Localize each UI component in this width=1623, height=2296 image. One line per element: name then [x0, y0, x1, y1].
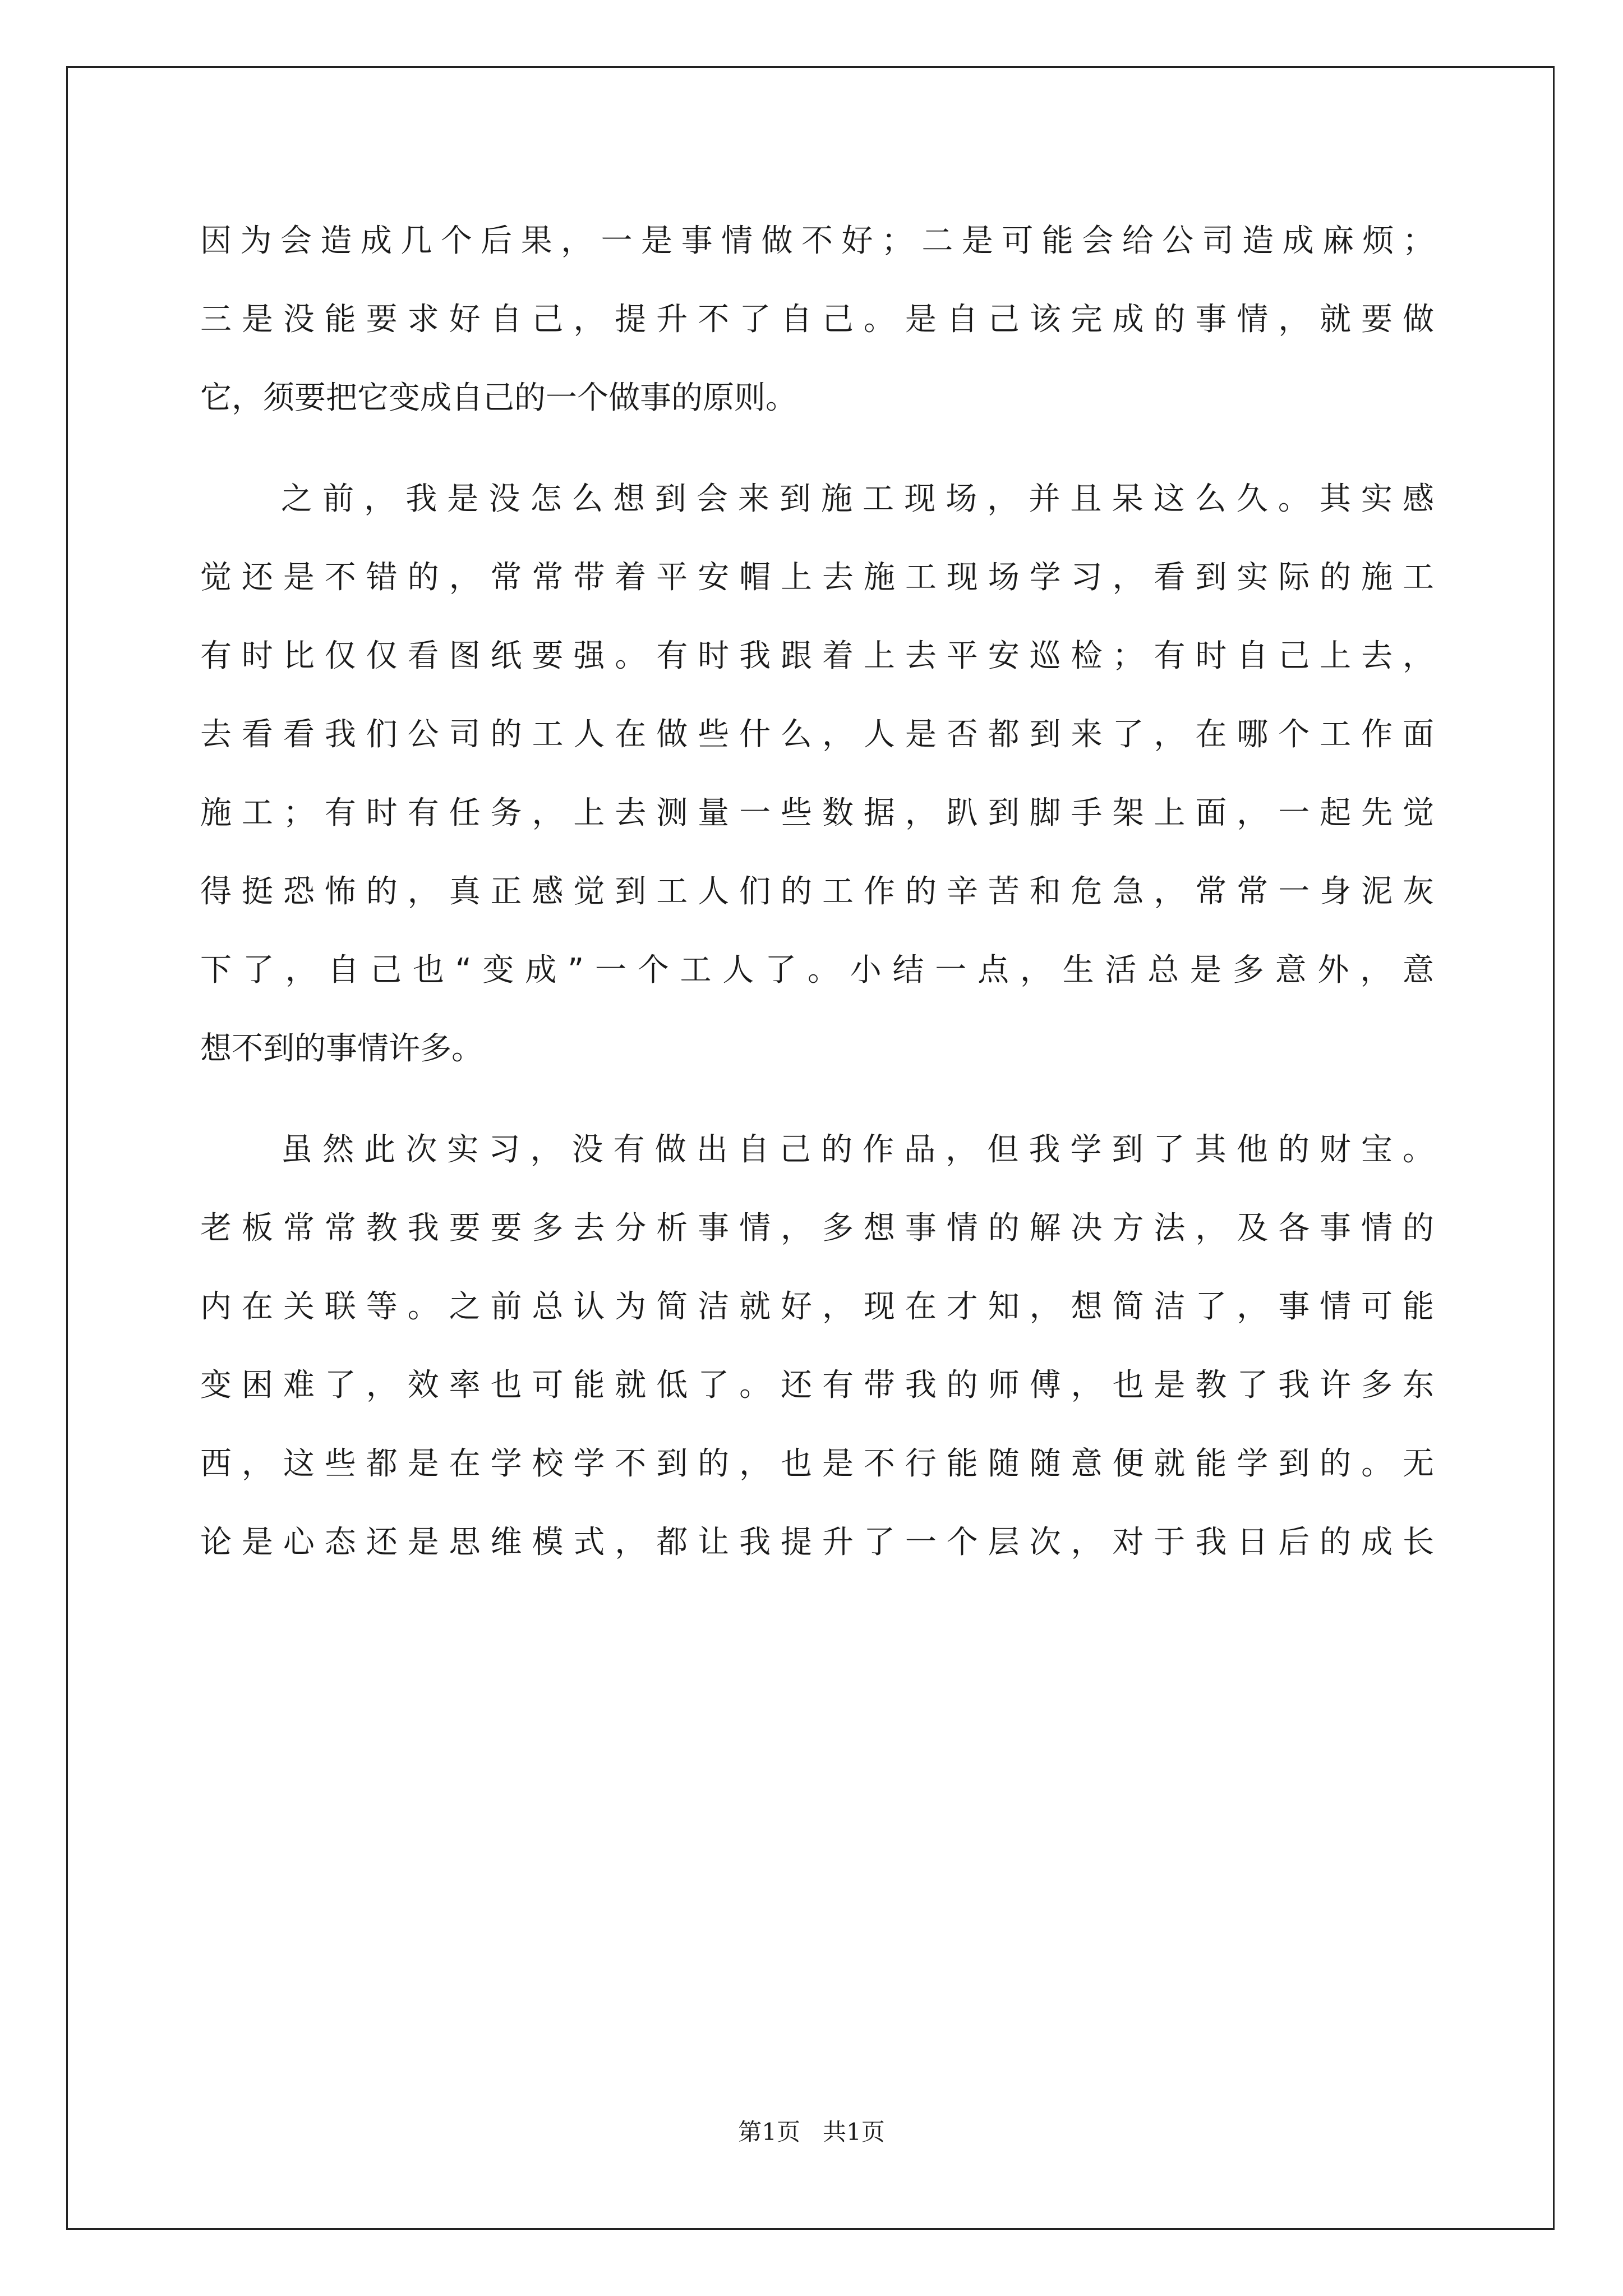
- text-line: 它，须要把它变成自己的一个做事的原则。: [200, 380, 797, 416]
- text-line: 去看看我们公司的工人在做些什么，人是否都到来了，在哪个工作面: [200, 716, 1434, 753]
- text-line: 西，这些都是在学校学不到的，也是不行能随随意便就能学到的。无: [200, 1446, 1434, 1482]
- text-line: 内在关联等。之前总认为简洁就好，现在才知，想简洁了，事情可能: [200, 1289, 1434, 1325]
- text-line: 有时比仅仅看图纸要强。有时我跟着上去平安巡检；有时自己上去，: [200, 638, 1434, 674]
- document-body: [200, 202, 1434, 1582]
- text-line: 老板常常教我要要多去分析事情，多想事情的解决方法，及各事情的: [200, 1210, 1434, 1246]
- text-line: 得挺恐怖的，真正感觉到工人们的工作的辛苦和危急，常常一身泥灰: [200, 873, 1434, 910]
- text-line: 论是心态还是思维模式，都让我提升了一个层次，对于我日后的成长: [200, 1524, 1434, 1561]
- text-line: 下了，自己也“变成”一个工人了。小结一点，生活总是多意外，意: [200, 952, 1434, 988]
- page-number-footer: 第1页 共1页: [738, 2118, 885, 2146]
- text-line: 觉还是不错的，常常带着平安帽上去施工现场学习，看到实际的施工: [200, 559, 1434, 596]
- text-line: 变困难了，效率也可能就低了。还有带我的师傅，也是教了我许多东: [200, 1367, 1434, 1404]
- text-line: 施工；有时有任务，上去测量一些数据，趴到脚手架上面，一起先觉: [200, 795, 1434, 831]
- text-line: 因为会造成几个后果，一是事情做不好；二是可能会给公司造成麻烦；: [200, 223, 1434, 259]
- text-line: 虽然此次实习，没有做出自己的作品，但我学到了其他的财宝。: [281, 1131, 1434, 1168]
- text-line: 之前，我是没怎么想到会来到施工现场，并且呆这么久。其实感: [281, 481, 1434, 517]
- text-line: 想不到的事情许多。: [200, 1030, 483, 1067]
- text-line: 三是没能要求好自己，提升不了自己。是自己该完成的事情，就要做: [200, 301, 1434, 338]
